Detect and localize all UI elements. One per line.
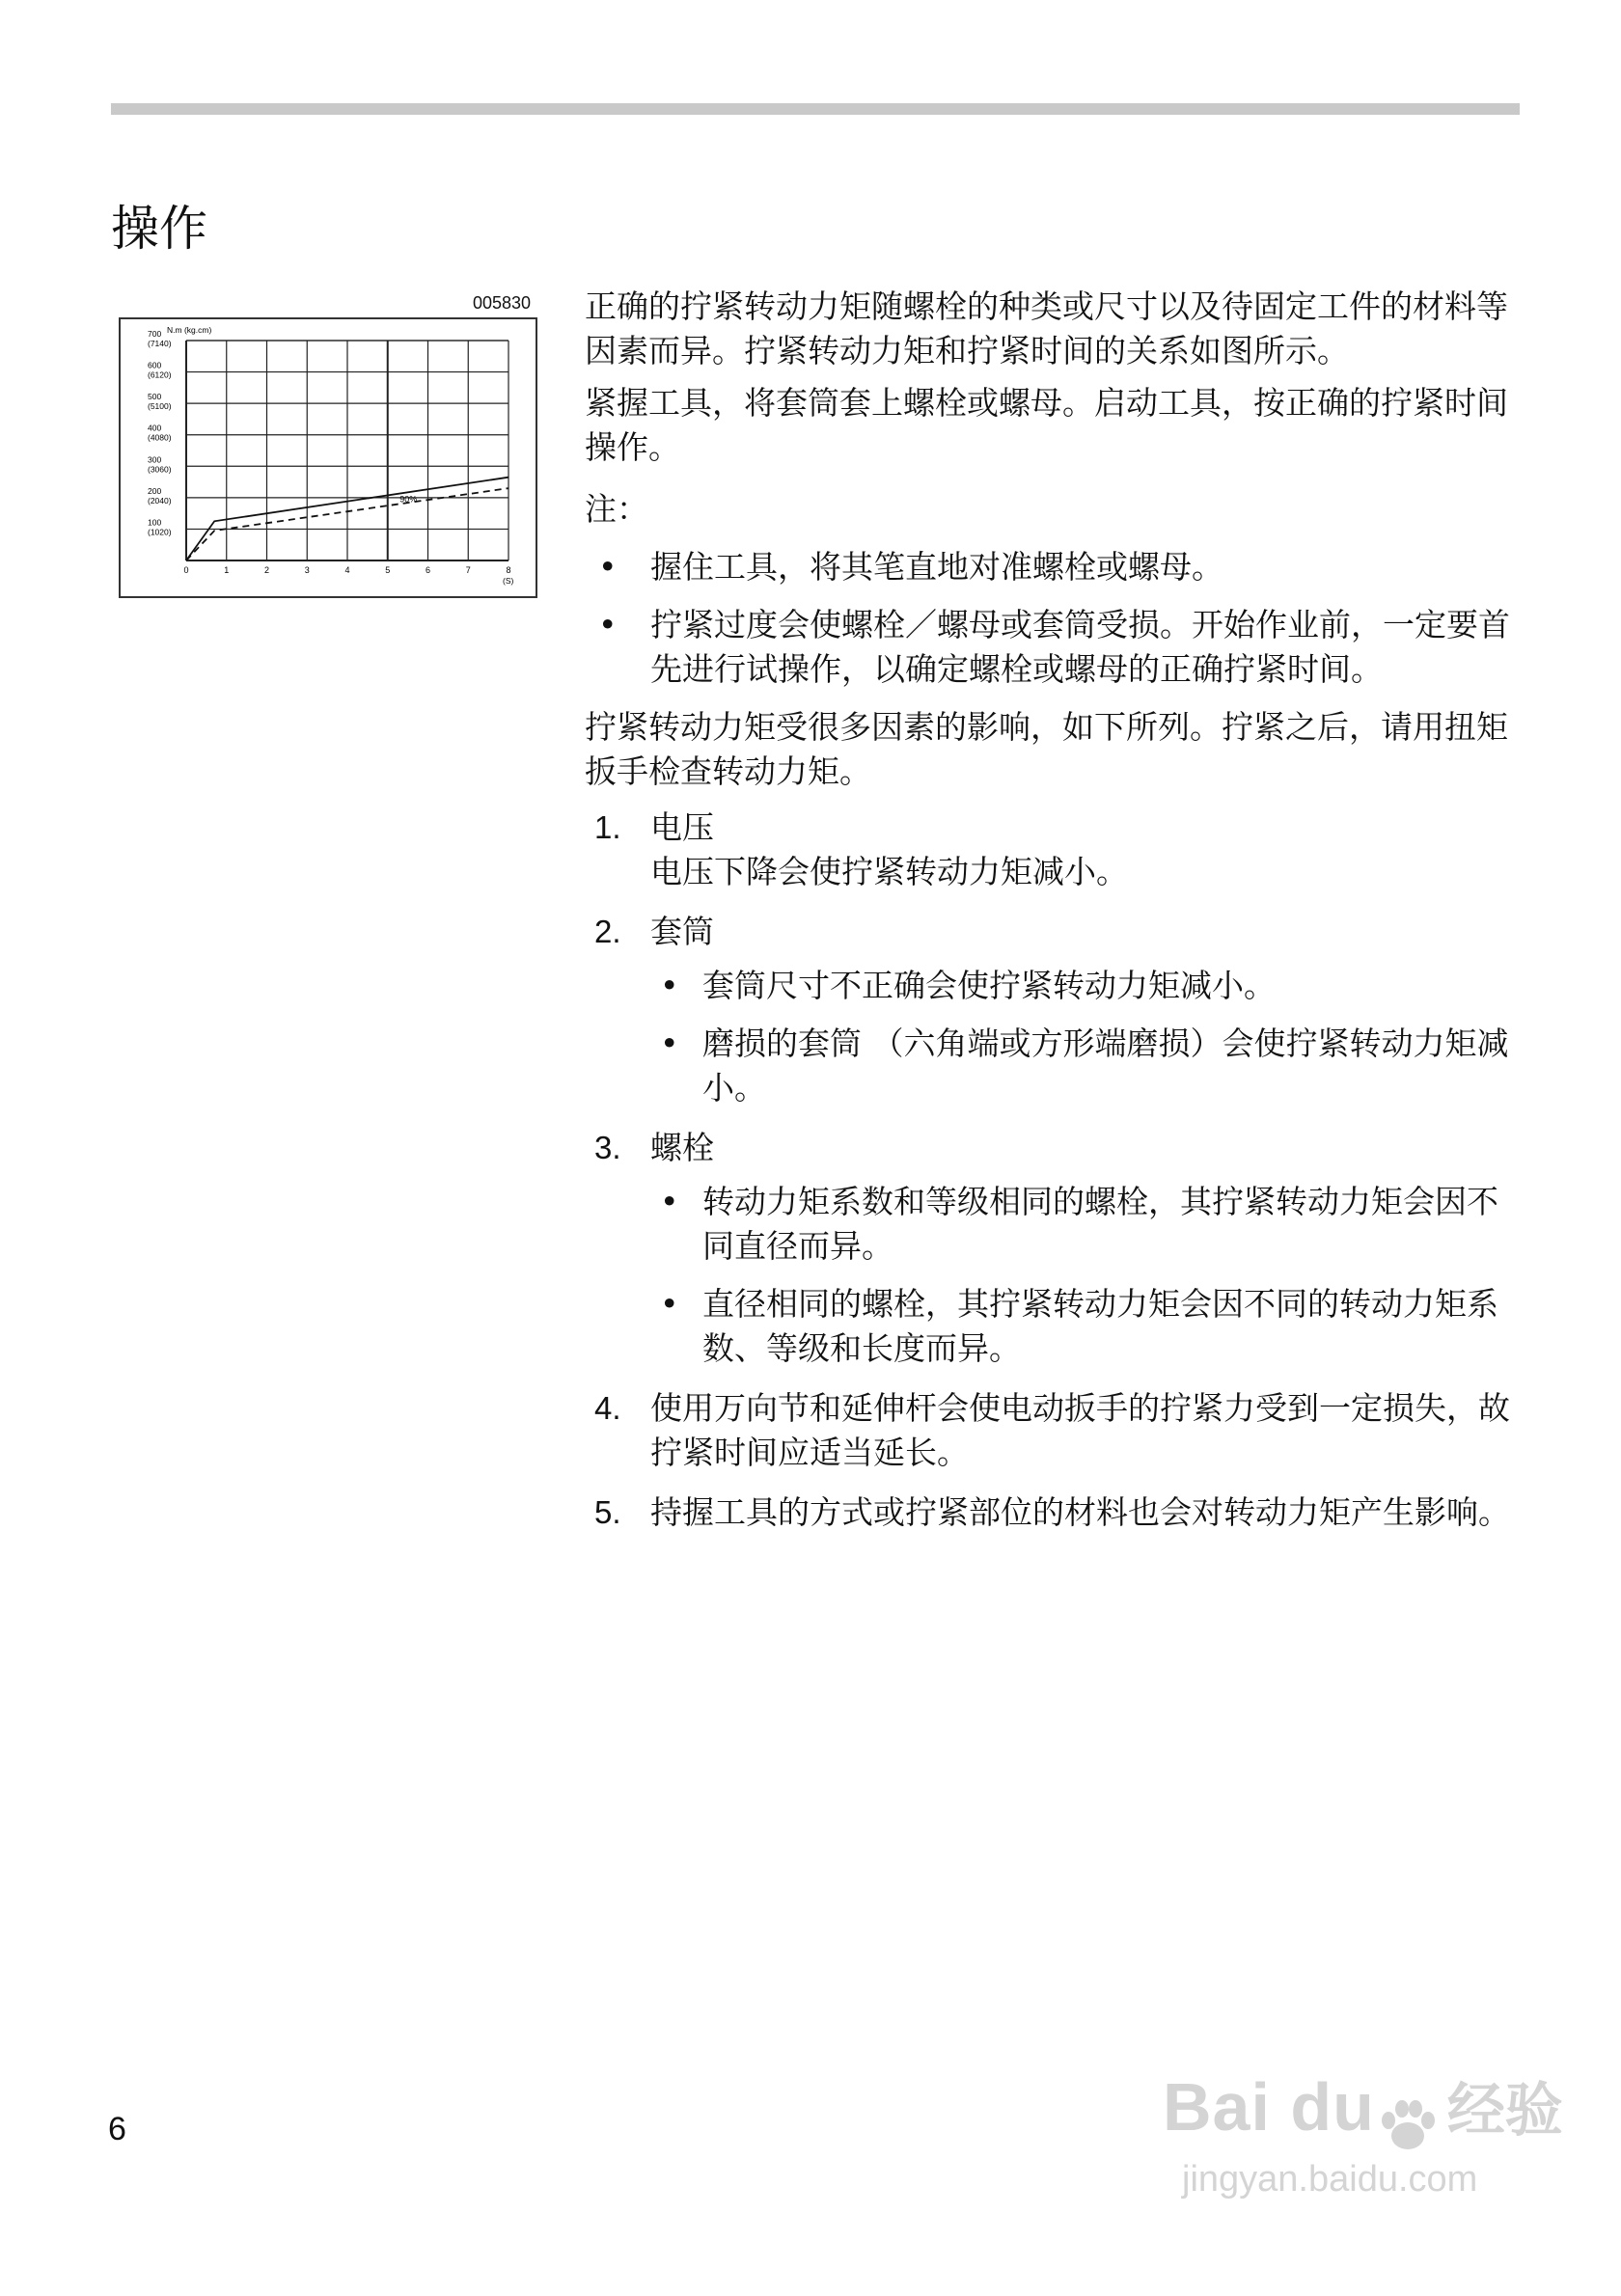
figure-code: 005830 [473, 293, 532, 313]
factor-number: 4. [594, 1390, 621, 1426]
note-item: • 握住工具，将其笔直地对准螺栓或螺母。 [585, 545, 1523, 589]
y-tick-sublabel: (7140) [148, 339, 172, 348]
y-tick-sublabel: (4080) [148, 432, 172, 443]
baidu-watermark [1163, 2064, 1563, 2200]
intro-paragraph-2: 紧握工具，将套筒套上螺栓或螺母。启动工具，按正确的拧紧时间操作。 [585, 384, 1508, 466]
note-item: • 拧紧过度会使螺栓／螺母或套筒受损。开始作业前，一定要首先进行试操作，以确定螺栓或螺母的正确拧紧时间。 [585, 603, 1523, 692]
factor-number: 5. [594, 1494, 621, 1530]
factor-heading: 电压 [650, 808, 714, 846]
x-tick-label: 2 [263, 565, 270, 575]
x-tick-label: 7 [465, 565, 471, 575]
factor-item [585, 910, 1523, 1110]
factor-heading: 使用万向节和延伸杆会使电动扳手的拧紧力受到一定损失，故拧紧时间应适当延长。 [650, 1389, 1510, 1471]
paw-icon [1379, 2099, 1437, 2153]
factor-item [585, 1126, 1523, 1371]
watermark-brand: Bai du [1163, 2069, 1375, 2145]
factor-list [585, 806, 1523, 1535]
factor-subitem: • 套筒尺寸不正确会使拧紧转动力矩减小。 [650, 964, 1523, 1008]
x-tick-label: 0 [183, 565, 189, 575]
y-tick-label: 300 [148, 454, 162, 465]
x-tick-label: 4 [344, 565, 350, 575]
factor-item [585, 1386, 1523, 1475]
torque-chart-svg [121, 319, 536, 596]
factor-item [585, 1490, 1523, 1535]
factor-subitem: • 直径相同的螺栓，其拧紧转动力矩会因不同的转动力矩系数、等级和长度而异。 [650, 1282, 1523, 1371]
factor-subitem: • 转动力矩系数和等级相同的螺栓，其拧紧转动力矩会因不同直径而异。 [650, 1180, 1523, 1269]
x-tick-label: 3 [304, 565, 310, 575]
y-tick-sublabel: (2040) [148, 495, 172, 506]
note-list [585, 545, 1523, 692]
main-content [585, 285, 1523, 1550]
x-tick-label: 8 [506, 565, 511, 575]
factor-sublist [650, 964, 1523, 1110]
x-tick-label: 1 [224, 565, 230, 575]
x-tick-label: 6 [425, 565, 431, 575]
factor-number: 3. [594, 1130, 621, 1165]
y-axis-label: N.m (kg.cm) [167, 325, 212, 335]
y-tick-sublabel: (3060) [148, 464, 172, 475]
factor-text: 电压下降会使拧紧转动力矩减小。 [650, 853, 1128, 890]
factor-heading: 套筒 [650, 913, 714, 950]
y-tick-label: 200 [148, 485, 162, 496]
y-tick-label: 500 [148, 392, 162, 402]
y-tick-label: 700 [148, 329, 162, 339]
y-tick-sublabel: (1020) [148, 527, 172, 537]
factor-heading: 持握工具的方式或拧紧部位的材料也会对转动力矩产生影响。 [650, 1493, 1510, 1531]
x-tick-label: 5 [385, 565, 391, 575]
top-rule [111, 103, 1520, 115]
x-axis-label: (S) [503, 576, 514, 586]
factor-number: 1. [594, 809, 621, 845]
watermark-cn: 经验 [1446, 2078, 1563, 2143]
y-tick-sublabel: (6120) [148, 369, 172, 380]
intro-paragraph-1: 正确的拧紧转动力矩随螺栓的种类或尺寸以及待固定工件的材料等因素而异。拧紧转动力矩和拧紧时间的关系如图所示。 [585, 287, 1508, 369]
y-tick-label: 400 [148, 423, 162, 433]
watermark-url: jingyan.baidu.com [1182, 2158, 1478, 2200]
page-number: 6 [108, 2111, 126, 2147]
factor-heading: 螺栓 [650, 1129, 714, 1166]
factors-intro: 拧紧转动力矩受很多因素的影响，如下所列。拧紧之后，请用扭矩扳手检查转动力矩。 [585, 708, 1508, 790]
y-tick-sublabel: (5100) [148, 401, 172, 412]
page-title: 操作 [111, 201, 207, 257]
chart-annotation: 90% [399, 494, 418, 505]
y-tick-label: 600 [148, 360, 162, 370]
factor-sublist [650, 1180, 1523, 1371]
torque-chart [119, 317, 537, 598]
factor-item [585, 806, 1523, 894]
factor-number: 2. [594, 914, 621, 949]
note-label: 注： [585, 490, 648, 528]
factor-subitem: • 磨损的套筒 （六角端或方形端磨损）会使拧紧转动力矩减小。 [650, 1022, 1523, 1110]
y-tick-label: 100 [148, 517, 162, 528]
